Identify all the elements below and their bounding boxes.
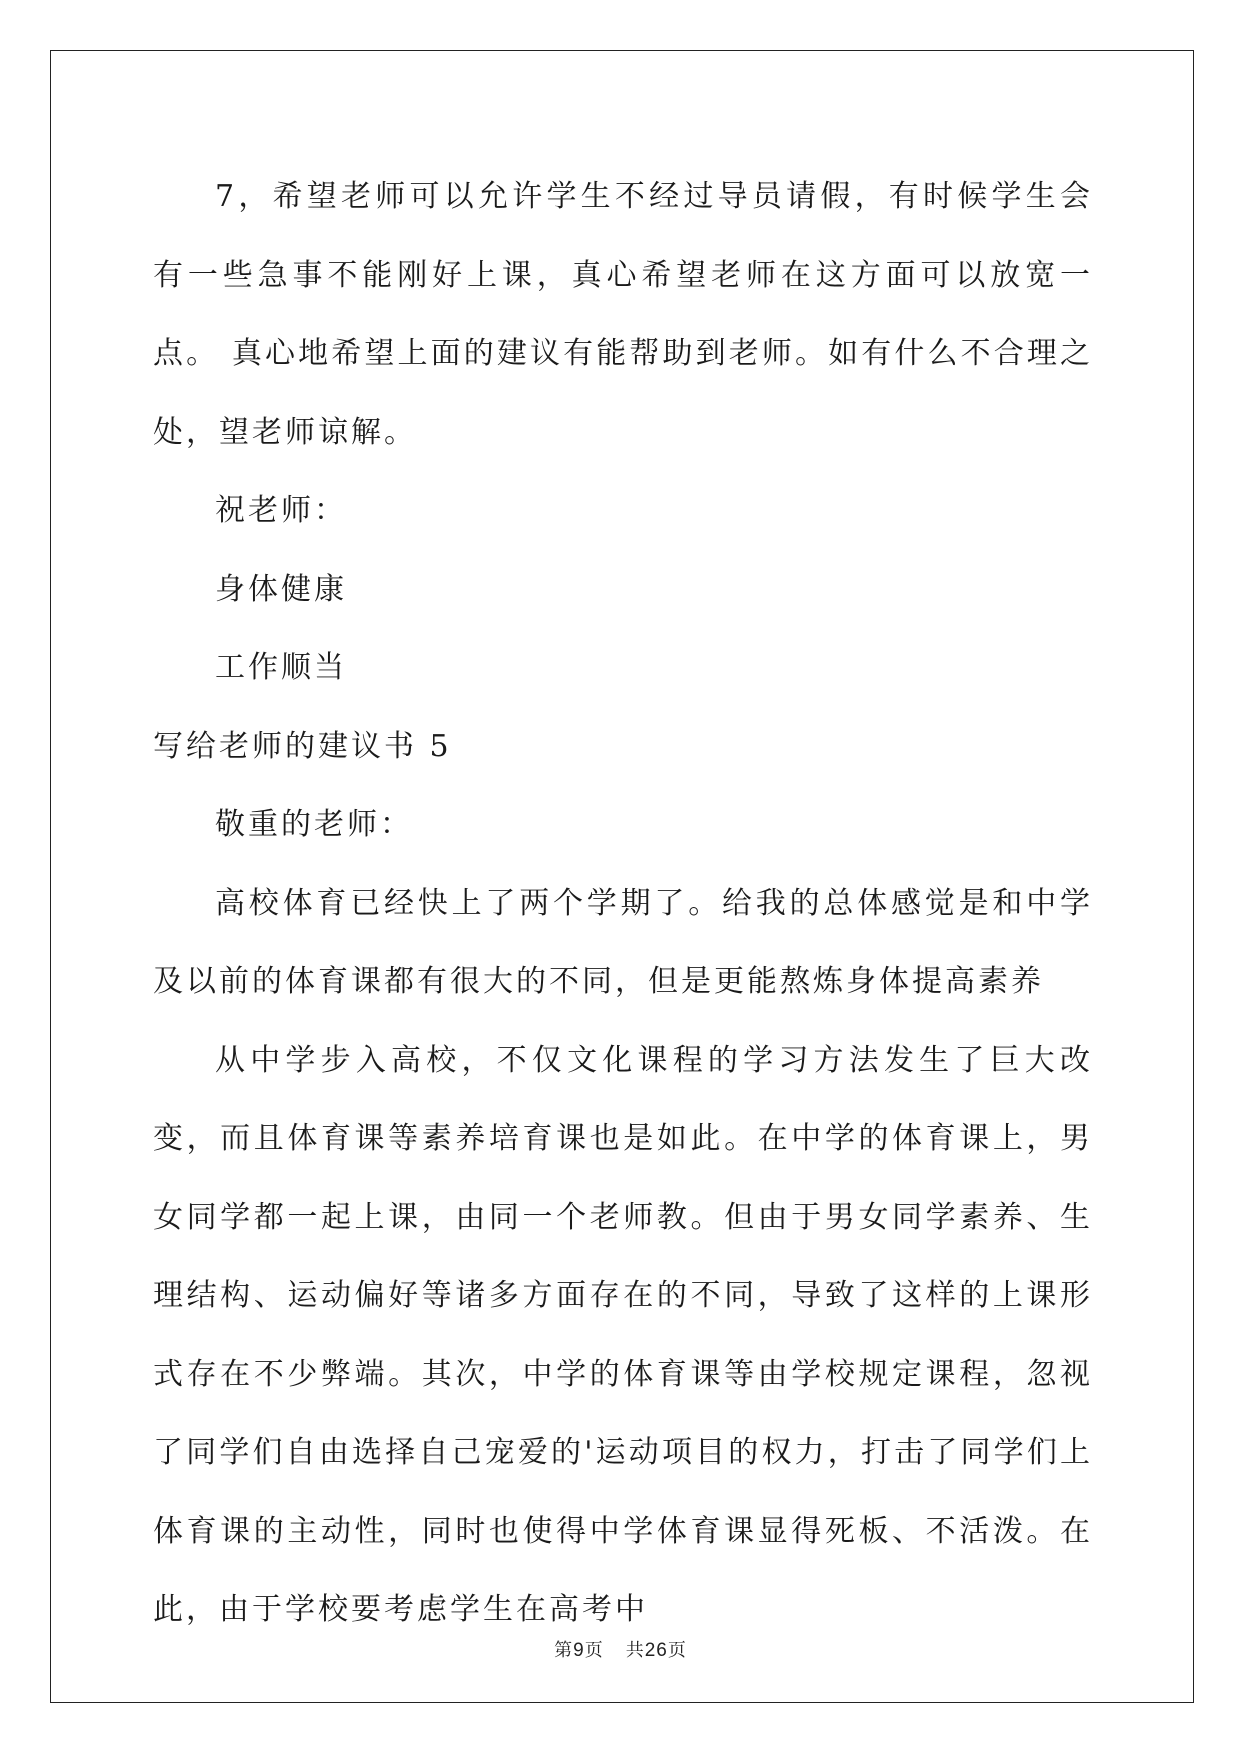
- footer-page-suffix: 页: [584, 1640, 604, 1661]
- footer-page-number: 9: [573, 1640, 585, 1661]
- footer-page-prefix: 第: [554, 1640, 574, 1661]
- page-footer: [0, 1636, 1241, 1662]
- paragraph-1: 7，希望老师可以允许学生不经过导员请假，有时候学生会有一些急事不能刚好上课，真心希望老师在这方面可以放宽一点。 真心地希望上面的建议有能帮助到老师。如有什么不合理之处，望老师谅解。: [153, 179, 1093, 450]
- section-heading: 写给老师的建议书 5: [153, 728, 452, 764]
- paragraph-4: 工作顺当: [215, 650, 347, 685]
- paragraph-8: 从中学步入高校，不仅文化课程的学习方法发生了巨大改变，而且体育课等素养培育课也是如此。在中学的体育课上，男女同学都一起上课，由同一个老师教。但由于男女同学素养、生理结构、运动偏好等诸多方面存在的不同，导致了这样的上课形式存在不少弊端。其次，中学的体育课等由学校规定课程，忽视了同学们自由选择自己宠爱的'运动项目的权力，打击了同学们上体育课的主动性，同时也使得中学体育课显得死板、不活泼。在此，由于学校要考虑学生在高考中: [153, 1042, 1093, 1627]
- paragraph-3: 身体健康: [215, 571, 347, 607]
- paragraph-2: 祝老师：: [215, 493, 347, 528]
- footer-total-pages: 26: [644, 1640, 668, 1661]
- salutation: 敬重的老师：: [215, 807, 413, 842]
- footer-total-suffix: 页: [667, 1640, 687, 1661]
- paragraph-7: 高校体育已经快上了两个学期了。给我的总体感觉是和中学及以前的体育课都有很大的不同，但是更能熬炼身体提高素养: [153, 885, 1093, 999]
- footer-total-prefix: 共: [625, 1640, 645, 1661]
- document-body: [153, 158, 1093, 1650]
